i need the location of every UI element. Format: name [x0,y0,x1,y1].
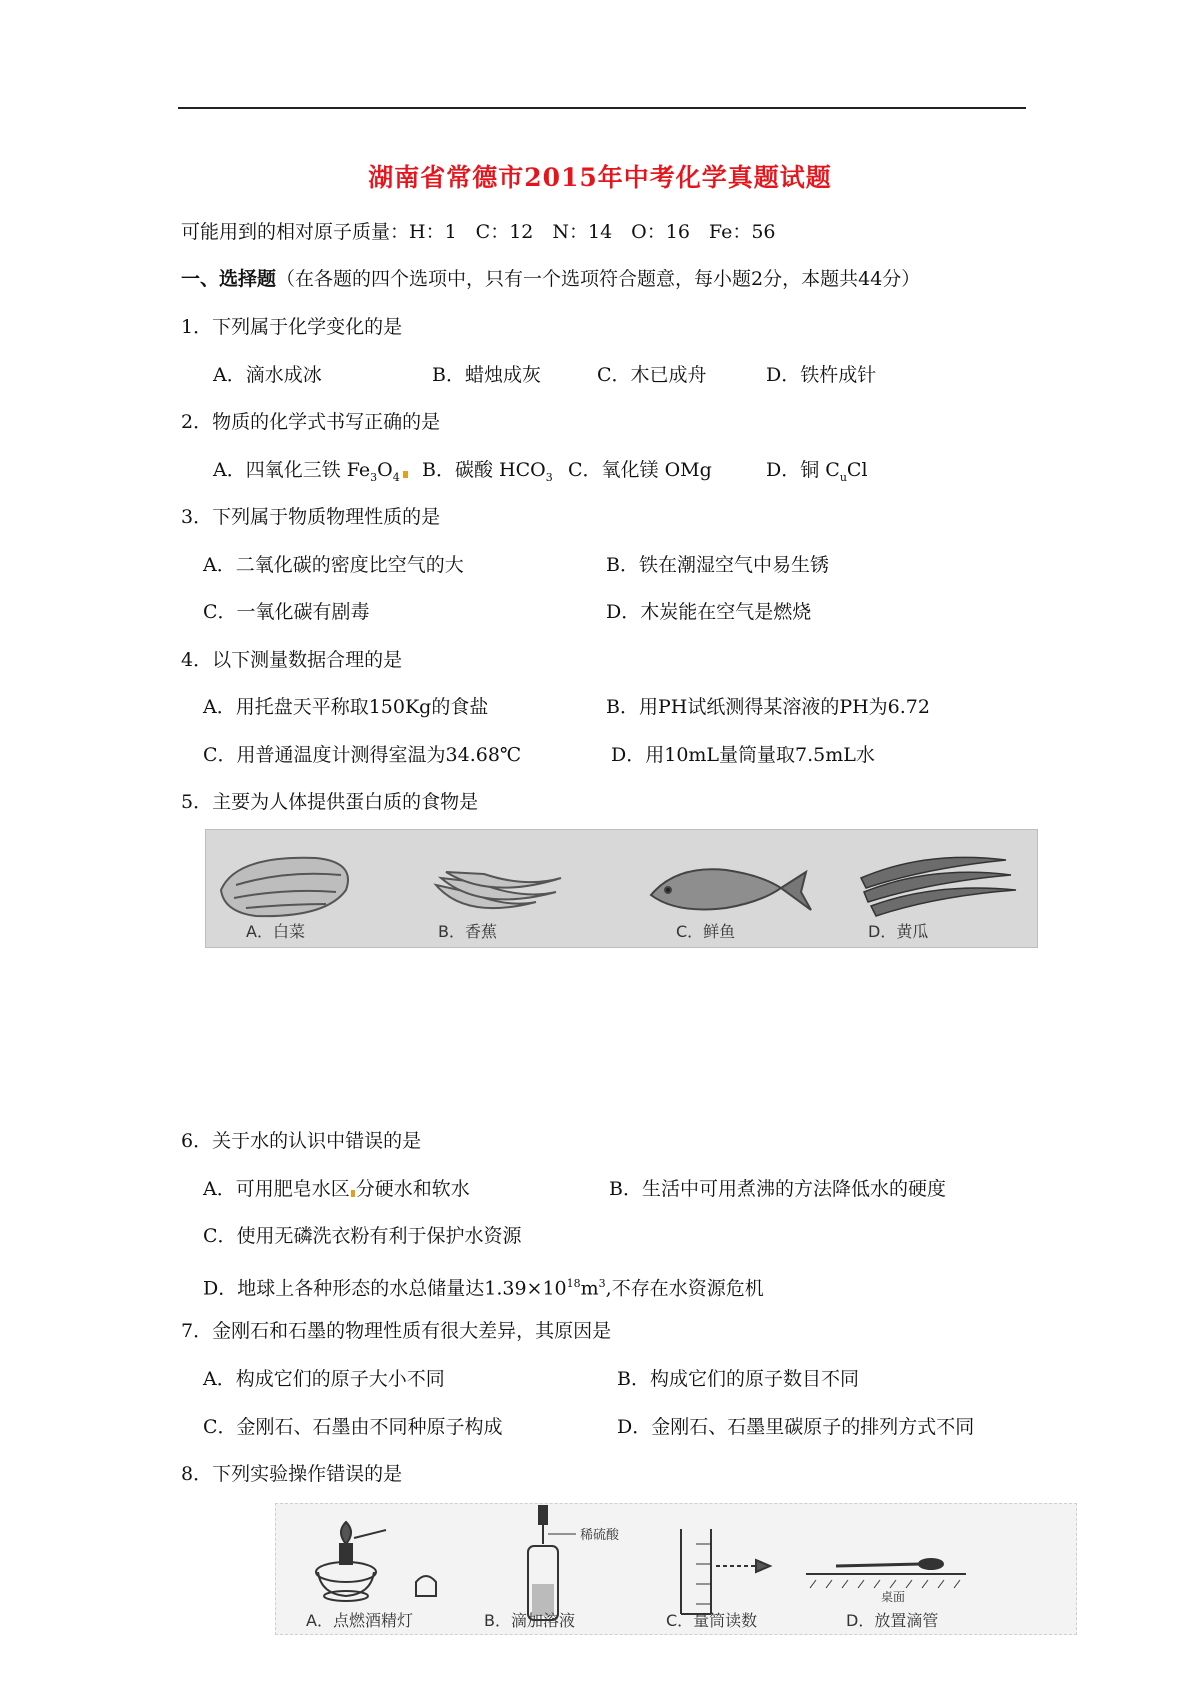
lab-label-d: D．放置滴管 [846,1611,939,1630]
question-1-option-a: A．滴水成冰 [213,364,322,386]
question-5-stem: 5．主要为人体提供蛋白质的食物是 [181,791,479,813]
question-6-option-d [203,1272,764,1300]
question-3-option-b: B．铁在潮湿空气中易生锈 [606,554,829,576]
lab-label-b: B．滴加溶液 [484,1611,575,1630]
food-label-a: A．白菜 [246,922,305,941]
unit: m [580,1277,599,1300]
question-6-option-a-text: A．可用肥皂水区 [203,1178,350,1200]
dropper-on-desk-icon [806,1559,966,1588]
stray-mark [403,471,408,478]
question-7-option-b: B．构成它们的原子数目不同 [617,1368,859,1390]
food-label-c: C．鲜鱼 [676,922,736,941]
question-6-option-d-text-rest: ,不存在水资源危机 [605,1277,764,1300]
question-1-option-d: D．铁杵成针 [766,364,877,386]
alcohol-lamp-icon [316,1522,436,1601]
question-4-option-d: D．用10mL量筒量取7.5mL水 [611,744,875,766]
stray-mark [351,1190,355,1197]
question-2-option-b-text: B．碳酸 HCO [422,459,546,481]
food-label-d: D．黄瓜 [868,922,929,941]
lab-label-c: C．量筒读数 [666,1611,758,1630]
page-title: 湖南省常德市2015年中考化学真题试题 [368,163,832,192]
question-6-option-b: B．生活中可用煮沸的方法降低水的硬度 [609,1178,946,1200]
question-7-option-a: A．构成它们的原子大小不同 [203,1368,445,1390]
lab-operations-figure [275,1503,1077,1635]
question-2-option-a-text: A．四氧化三铁 Fe [213,459,371,481]
dropper-label: 稀硫酸 [580,1528,620,1543]
subscript: 3 [545,470,553,484]
formula-part: O [377,459,393,481]
question-6-stem: 6．关于水的认识中错误的是 [181,1130,422,1152]
question-2-option-d [766,458,868,490]
food-label-b: B．香蕉 [438,922,497,941]
question-7-option-c: C．金刚石、石墨由不同种原子构成 [203,1416,503,1438]
question-1-option-b: B．蜡烛成灰 [432,364,541,386]
question-4-stem: 4．以下测量数据合理的是 [181,649,403,671]
food-figure [205,829,1038,948]
question-2-option-c: C．氧化镁 OMg [568,459,712,481]
question-4-option-a: A．用托盘天平称取150Kg的食盐 [203,696,489,718]
subscript: 3 [370,470,378,484]
graduated-cylinder-icon [681,1529,770,1614]
desk-label: 桌面 [881,1590,906,1604]
lab-label-a: A．点燃酒精灯 [306,1611,413,1630]
question-6-option-c: C．使用无磷洗衣粉有利于保护水资源 [203,1225,522,1247]
superscript: 18 [566,1277,581,1290]
header-rule [178,107,1026,109]
section-heading [181,267,920,291]
question-1-option-c: C．木已成舟 [597,364,707,386]
question-3-option-c: C．一氧化碳有剧毒 [203,601,370,623]
banana-icon [436,872,561,908]
question-3-option-a: A．二氧化碳的密度比空气的大 [203,554,464,576]
superscript: 3 [598,1277,606,1290]
section-heading-note: （在各题的四个选项中，只有一个选项符合题意，每小题2分，本题共44分） [276,268,921,290]
subscript: u [839,470,847,484]
dropper-test-tube-icon [528,1506,576,1620]
question-3-option-d: D．木炭能在空气是燃烧 [606,601,812,623]
question-2-stem: 2．物质的化学式书写正确的是 [181,411,441,433]
question-7-option-d: D．金刚石、石墨里碳原子的排列方式不同 [617,1416,975,1438]
question-2-option-d-text: D．铜 C [766,459,840,481]
question-8-stem: 8．下列实验操作错误的是 [181,1463,403,1485]
question-4-option-c: C．用普通温度计测得室温为34.68℃ [203,744,522,766]
question-6-option-d-text: D．地球上各种形态的水总储量达1.39×10 [203,1277,567,1300]
question-3-stem: 3．下列属于物质物理性质的是 [181,506,441,528]
question-2-option-b [422,458,553,490]
subscript: 4 [392,470,400,484]
fish-icon [651,869,811,910]
formula-part: Cl [846,459,868,481]
question-7-stem: 7．金刚石和石墨的物理性质有很大差异，其原因是 [181,1320,612,1342]
question-1-stem: 1．下列属于化学变化的是 [181,316,403,338]
cucumber-icon [861,857,1016,916]
question-2-option-a [213,458,411,490]
question-6-option-a-text-rest: 分硬水和软水 [355,1178,470,1200]
question-4-option-b: B．用PH试纸测得某溶液的PH为6.72 [606,696,930,718]
cabbage-icon [221,858,348,916]
atomic-mass-line: 可能用到的相对原子质量：H：1 C：12 N：14 O：16 Fe：56 [181,221,776,243]
section-heading-label: 一、选择题 [181,268,277,290]
question-6-option-a [203,1177,470,1201]
